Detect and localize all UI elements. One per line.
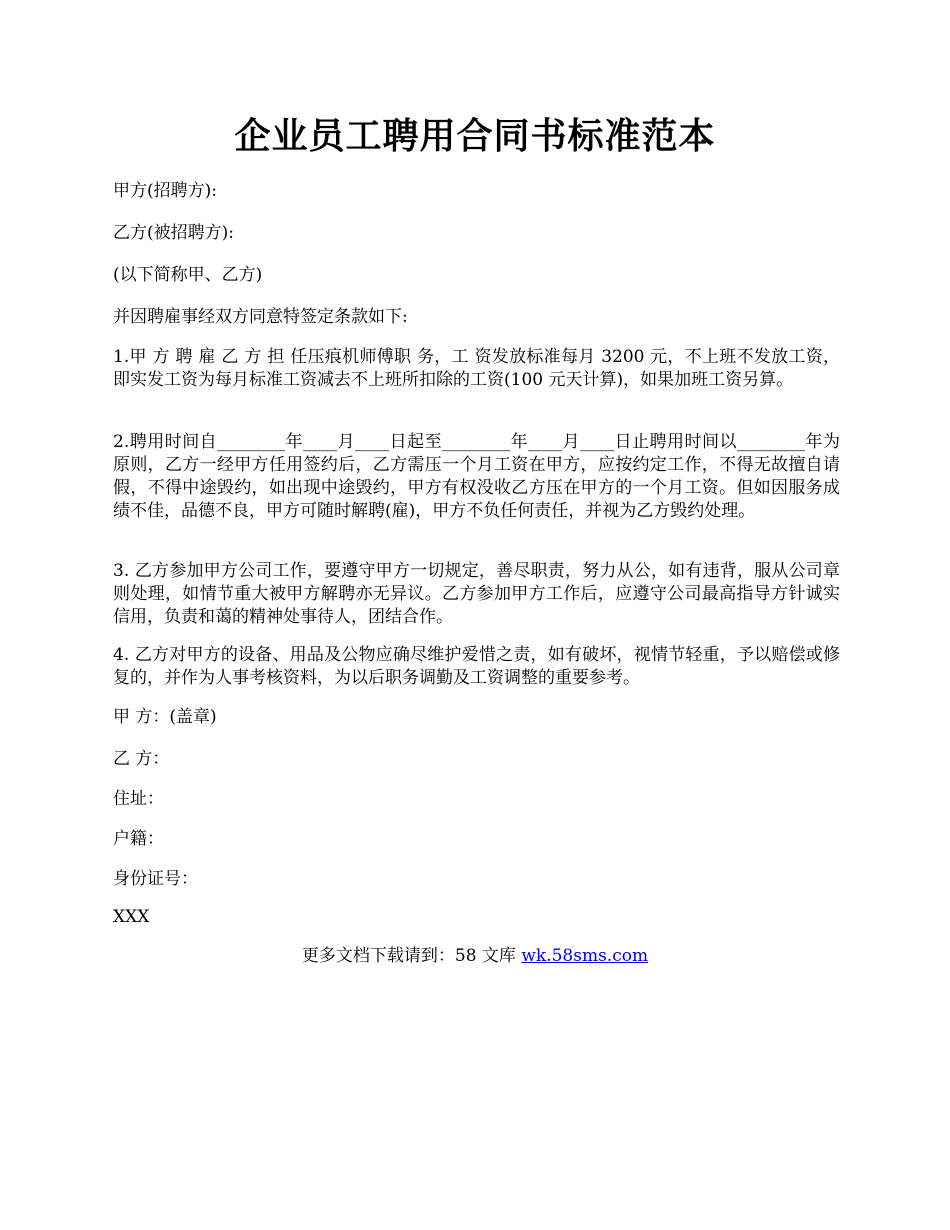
clause-3: 3. 乙方参加甲方公司工作，要遵守甲方一切规定，善尽职责，努力从公，如有违背，服从公司章则处理，如情节重大被甲方解聘亦无异议。乙方参加甲方工作后，应遵守公司最高指导方针诚实信用，负责和蔼的精神处事待人，团结合作。	[113, 561, 840, 627]
name-placeholder: XXX	[113, 907, 150, 927]
clause-2: 2.聘用时间自________年____月____日起至________年____月____日止聘用时间以________年为原则，乙方一经甲方任用签约后，乙方需压一个月工资在甲方，应按约定工作，不得无故擅自请假，不得中途毁约，如出现中途毁约，甲方有权没收乙方压在甲方的一个月工资。但如因服务成绩不佳，品德不良，甲方可随时解聘(雇)，甲方不负任何责任，并视为乙方毁约处理。	[113, 432, 840, 521]
footer-text: 更多文档下载请到：58 文库	[301, 946, 522, 966]
clause-1: 1.甲 方 聘 雇 乙 方 担 任压痕机师傅职 务，工 资发放标准每月 3200 元，不上班不发放工资，即实发工资为每月标准工资减去不上班所扣除的工资(100 元天计算)，如果加班工资另算。	[113, 347, 840, 390]
sign-party-a: 甲 方：(盖章)	[113, 707, 217, 727]
footer-link[interactable]: wk.58sms.com	[521, 946, 649, 966]
document-title: 企业员工聘用合同书标准范本	[234, 115, 716, 157]
party-b-line: 乙方(被招聘方):	[113, 223, 234, 243]
id-number-line: 身份证号：	[113, 869, 198, 889]
sign-party-b: 乙 方：	[113, 749, 170, 769]
intro-line: 并因聘雇事经双方同意特签定条款如下:	[113, 307, 408, 327]
clause-4: 4. 乙方对甲方的设备、用品及公物应确尽维护爱惜之责，如有破坏，视情节轻重，予以赔偿或修复的，并作为人事考核资料，为以后职务调勤及工资调整的重要参考。	[113, 645, 840, 688]
short-names-line: (以下简称甲、乙方)	[113, 265, 263, 285]
party-a-line: 甲方(招聘方):	[113, 181, 217, 201]
address-line: 住址：	[113, 789, 164, 809]
household-line: 户籍：	[113, 829, 164, 849]
footer	[0, 945, 950, 968]
